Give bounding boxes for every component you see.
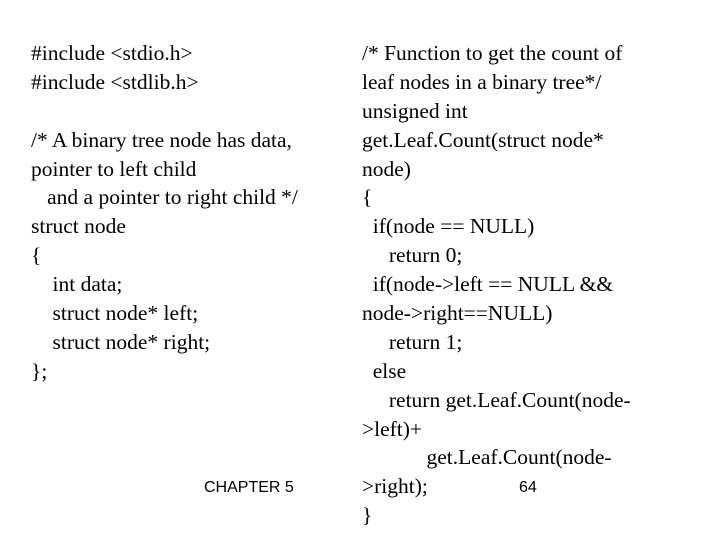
code-line: return 0;: [362, 243, 463, 268]
left-code-block: [31, 39, 298, 386]
code-line: {: [31, 243, 42, 268]
code-line: leaf nodes in a binary tree*/: [362, 69, 602, 94]
code-line: if(node == NULL): [362, 214, 535, 239]
code-line: #include <stdio.h>: [31, 41, 193, 65]
code-line: /* A binary tree node has data,: [31, 127, 292, 152]
code-line: pointer to left child: [31, 156, 197, 181]
code-line: and a pointer to right child */: [31, 185, 298, 210]
code-line: unsigned int: [362, 98, 468, 123]
code-line: else: [362, 358, 407, 383]
code-line: #include <stdlib.h>: [31, 69, 199, 94]
code-line: /* Function to get the count of: [362, 41, 623, 65]
chapter-label: CHAPTER 5: [204, 479, 294, 496]
code-line: if(node->left == NULL &&: [362, 272, 614, 297]
code-line: };: [31, 358, 48, 383]
code-line: struct node* left;: [31, 301, 199, 326]
right-code-block: [362, 39, 631, 530]
code-line: return get.Leaf.Count(node-: [362, 387, 631, 412]
code-line: node): [362, 156, 411, 181]
code-line: node->right==NULL): [362, 301, 553, 326]
code-line: [31, 97, 298, 126]
code-line: struct node* right;: [31, 329, 211, 354]
page-number: 64: [519, 479, 537, 496]
code-line: int data;: [31, 272, 123, 297]
code-line: struct node: [31, 214, 126, 239]
code-line: get.Leaf.Count(struct node*: [362, 127, 604, 152]
code-line: {: [362, 185, 373, 210]
code-line: get.Leaf.Count(node-: [362, 445, 612, 470]
code-line: return 1;: [362, 329, 463, 354]
code-line: >right);: [362, 474, 428, 499]
code-line: >left)+: [362, 416, 423, 441]
code-line: }: [362, 503, 373, 528]
